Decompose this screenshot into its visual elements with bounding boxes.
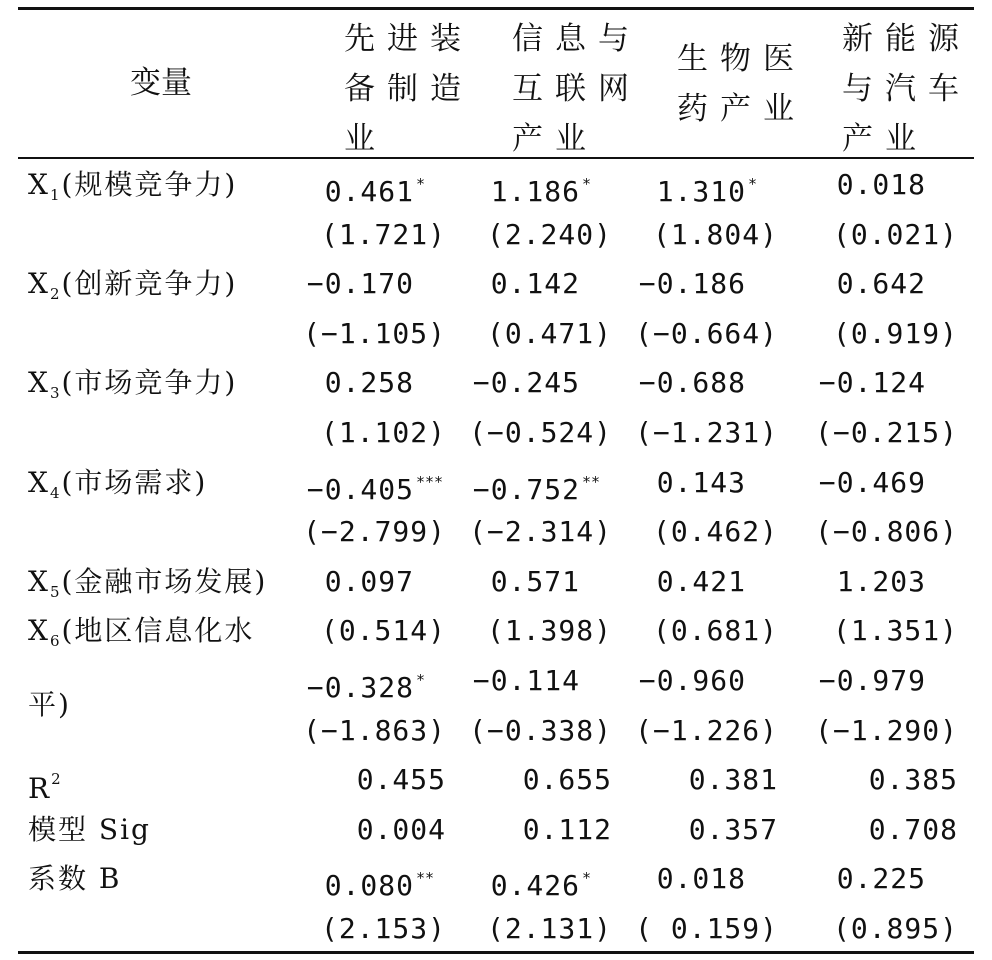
cell-col-2: 0.655 bbox=[522, 763, 612, 797]
cell-col-3: (1.804) bbox=[652, 217, 778, 251]
cell-col-1: 0.004 bbox=[356, 812, 446, 846]
cell-col-4: (1.351) bbox=[832, 614, 958, 648]
cell-col-3: −0.186 bbox=[638, 267, 746, 301]
cell-col-2: 0.112 bbox=[522, 812, 612, 846]
row-label: $X_4$(市场需求) bbox=[28, 465, 208, 502]
cell-col-3: (−0.664) bbox=[635, 316, 778, 350]
header-variable: 变量 bbox=[130, 65, 192, 101]
cell-col-2: (0.471) bbox=[486, 316, 612, 350]
table-row bbox=[0, 309, 992, 359]
row-label-x6-cont: 平) bbox=[28, 688, 71, 721]
cell-col-3: (−1.226) bbox=[635, 713, 778, 747]
cell-col-3: 1.310 * bbox=[657, 160, 778, 217]
significance-star: * bbox=[582, 175, 592, 193]
cell-col-1: (−1.105) bbox=[303, 316, 446, 350]
cell-col-3: (0.681) bbox=[652, 614, 778, 648]
cell-col-3: 0.381 bbox=[688, 763, 778, 797]
cell-col-3: (−1.231) bbox=[635, 416, 778, 449]
cell-col-1: 0.461 * bbox=[325, 160, 446, 217]
cell-col-1: 0.097 bbox=[324, 564, 414, 598]
cell-col-2: 0.571 bbox=[490, 564, 580, 598]
cell-col-4: (0.021) bbox=[832, 217, 958, 251]
cell-col-4: (−1.290) bbox=[815, 713, 958, 747]
x6-label-line1-row bbox=[0, 606, 992, 656]
cell-col-2: (−0.524) bbox=[469, 416, 612, 449]
significance-star: * bbox=[416, 671, 426, 689]
cell-col-1: (0.514) bbox=[320, 614, 446, 648]
row-label: $R^2$ bbox=[28, 770, 63, 806]
cell-col-2: 0.142 bbox=[490, 267, 580, 301]
row-label: $X_3$(市场竞争力) bbox=[28, 366, 238, 403]
header-col-advanced-equipment: 先进装 备制造 业 bbox=[344, 21, 473, 157]
cell-col-4: 0.642 bbox=[836, 267, 926, 301]
cell-col-2: (1.398) bbox=[486, 614, 612, 648]
cell-col-4: (0.919) bbox=[832, 316, 958, 350]
cell-col-4: 1.203 bbox=[836, 564, 926, 598]
cell-col-3: −0.960 bbox=[638, 664, 746, 697]
cell-col-1: −0.170 bbox=[306, 267, 414, 301]
cell-col-3: ( 0.159) bbox=[635, 912, 778, 945]
cell-col-1: (1.102) bbox=[320, 416, 446, 449]
table-row bbox=[0, 755, 992, 805]
row-label: 模型 Sig bbox=[28, 812, 151, 846]
table-row bbox=[0, 805, 992, 855]
header-col-biomedicine: 生物医 药产业 bbox=[677, 41, 806, 127]
cell-col-4: −0.124 bbox=[818, 366, 926, 400]
cell-col-2: 0.426 * bbox=[491, 854, 612, 911]
cell-col-4: (−0.806) bbox=[815, 515, 958, 549]
table-row bbox=[0, 904, 992, 954]
cell-col-1: (−1.863) bbox=[303, 713, 446, 747]
cell-col-4: 0.385 bbox=[868, 763, 958, 797]
significance-star: ** bbox=[582, 472, 601, 491]
significance-star: * bbox=[748, 175, 758, 193]
cell-col-1: 0.258 bbox=[324, 366, 414, 400]
cell-col-4: 0.018 bbox=[836, 168, 926, 201]
cell-col-1: (2.153) bbox=[320, 912, 446, 945]
significance-star: * bbox=[416, 175, 426, 193]
x6-label-line2-row bbox=[0, 680, 992, 730]
top-rule bbox=[18, 7, 974, 10]
cell-col-4: 0.225 bbox=[836, 862, 926, 896]
cell-col-2: (2.131) bbox=[486, 912, 612, 945]
table-row bbox=[0, 259, 992, 309]
cell-col-3: 0.357 bbox=[688, 812, 778, 846]
cell-col-2: (−2.314) bbox=[469, 515, 612, 549]
cell-col-3: 0.421 bbox=[656, 564, 746, 598]
row-label: $X_2$(创新竞争力) bbox=[28, 267, 238, 304]
table-row bbox=[0, 408, 992, 458]
cell-col-4: 0.708 bbox=[868, 812, 958, 846]
table-row bbox=[0, 854, 992, 904]
table-row bbox=[0, 210, 992, 260]
row-label: $X_5$(金融市场发展) bbox=[28, 564, 268, 601]
cell-col-4: (0.895) bbox=[832, 912, 958, 945]
header-col-new-energy-auto: 新能源 与汽车 产业 bbox=[842, 21, 971, 157]
cell-col-4: (−0.215) bbox=[815, 416, 958, 449]
cell-col-2: −0.114 bbox=[472, 664, 580, 697]
cell-col-4: −0.979 bbox=[818, 664, 926, 697]
header-col-info-internet: 信息与 互联网 产业 bbox=[512, 21, 641, 157]
cell-col-1: −0.405 *** bbox=[307, 458, 446, 515]
row-label: 系数 B bbox=[28, 862, 122, 896]
table-row bbox=[0, 507, 992, 557]
significance-star: *** bbox=[416, 472, 444, 491]
cell-col-1: (−2.799) bbox=[303, 515, 446, 549]
cell-col-2: (−0.338) bbox=[469, 713, 612, 747]
cell-col-2: 1.186 * bbox=[491, 160, 612, 217]
cell-col-4: −0.469 bbox=[818, 465, 926, 499]
cell-col-3: (0.462) bbox=[652, 515, 778, 549]
cell-col-3: 0.143 bbox=[656, 465, 746, 499]
cell-col-3: 0.018 bbox=[656, 862, 746, 896]
cell-col-2: (2.240) bbox=[486, 217, 612, 251]
cell-col-1: 0.080 ** bbox=[325, 854, 446, 911]
significance-star: * bbox=[582, 869, 592, 888]
row-label-x6: $X_6$(地区信息化水 bbox=[28, 614, 255, 650]
table-row bbox=[0, 358, 992, 408]
significance-star: ** bbox=[416, 869, 435, 888]
cell-col-1: 0.455 bbox=[356, 763, 446, 797]
table-row bbox=[0, 557, 992, 607]
cell-col-3: −0.688 bbox=[638, 366, 746, 400]
row-label: $X_1$(规模竞争力) bbox=[28, 168, 238, 204]
table-row bbox=[0, 160, 992, 210]
cell-col-1: −0.328 * bbox=[307, 656, 446, 713]
table-row bbox=[0, 458, 992, 508]
cell-col-2: −0.752 ** bbox=[473, 458, 612, 515]
cell-col-1: (1.721) bbox=[320, 217, 446, 251]
cell-col-2: −0.245 bbox=[472, 366, 580, 400]
